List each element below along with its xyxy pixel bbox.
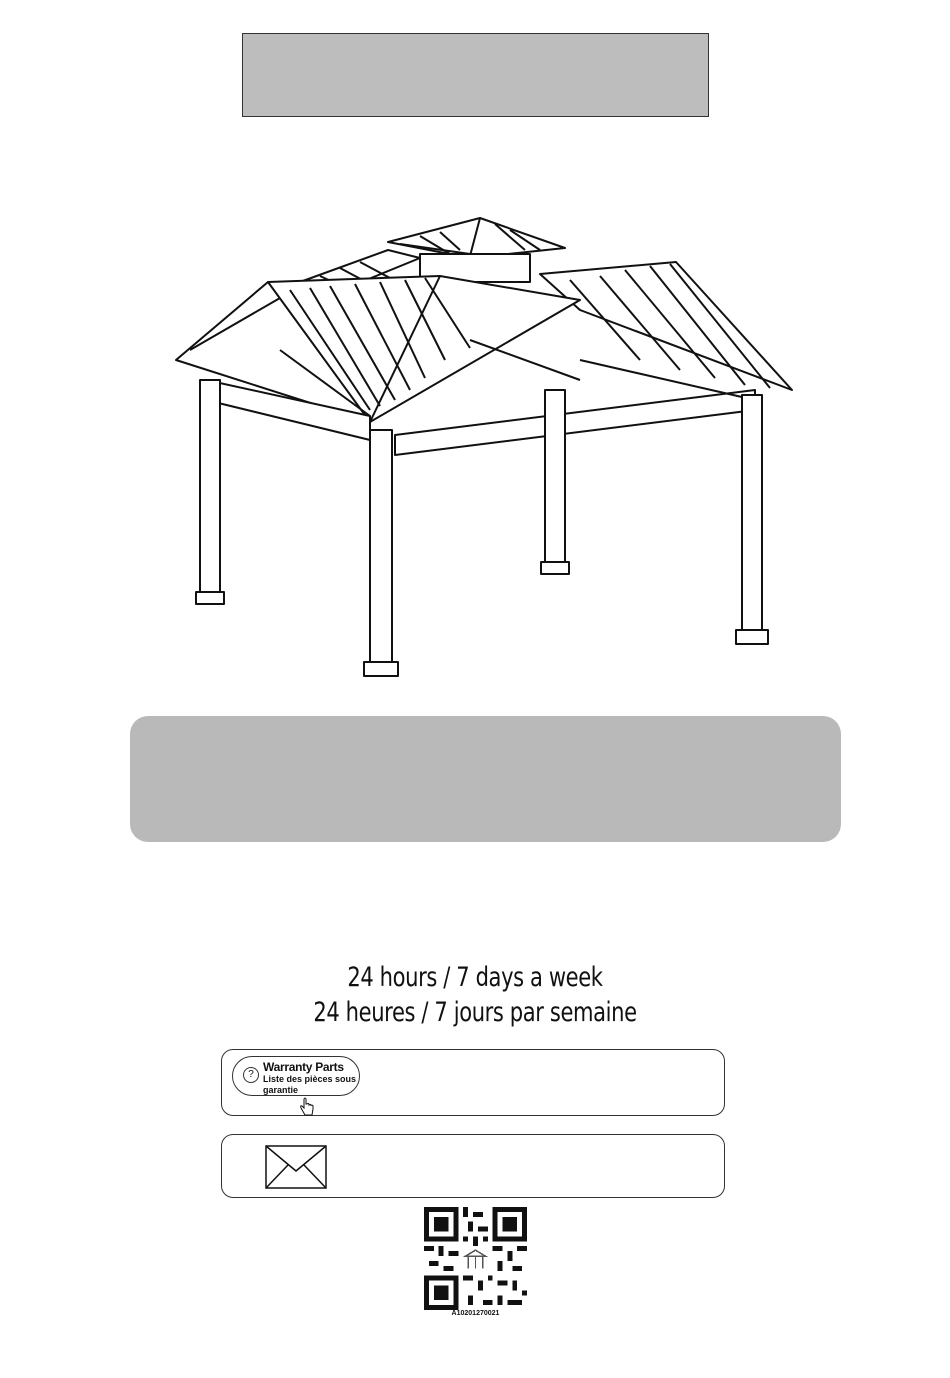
question-icon: ? <box>243 1067 259 1083</box>
hours-french: 24 heures / 7 jours par semaine <box>313 997 637 1028</box>
pointer-hand-icon <box>299 1097 315 1117</box>
warranty-parts-title: Warranty Parts <box>263 1060 344 1074</box>
warranty-parts-subtitle: Liste des pièces sous garantie <box>263 1074 357 1095</box>
hours-english: 24 hours / 7 days a week <box>347 962 603 993</box>
email-box <box>221 1134 725 1198</box>
title-placeholder-box <box>242 33 709 117</box>
warranty-parts-button[interactable] <box>232 1056 360 1096</box>
qr-code[interactable] <box>424 1207 527 1310</box>
envelope-icon[interactable] <box>265 1145 327 1189</box>
qr-code-number: A10201270021 <box>451 1310 500 1317</box>
gazebo-illustration <box>170 210 800 690</box>
warranty-parts-box <box>221 1049 725 1116</box>
info-banner <box>130 716 841 842</box>
